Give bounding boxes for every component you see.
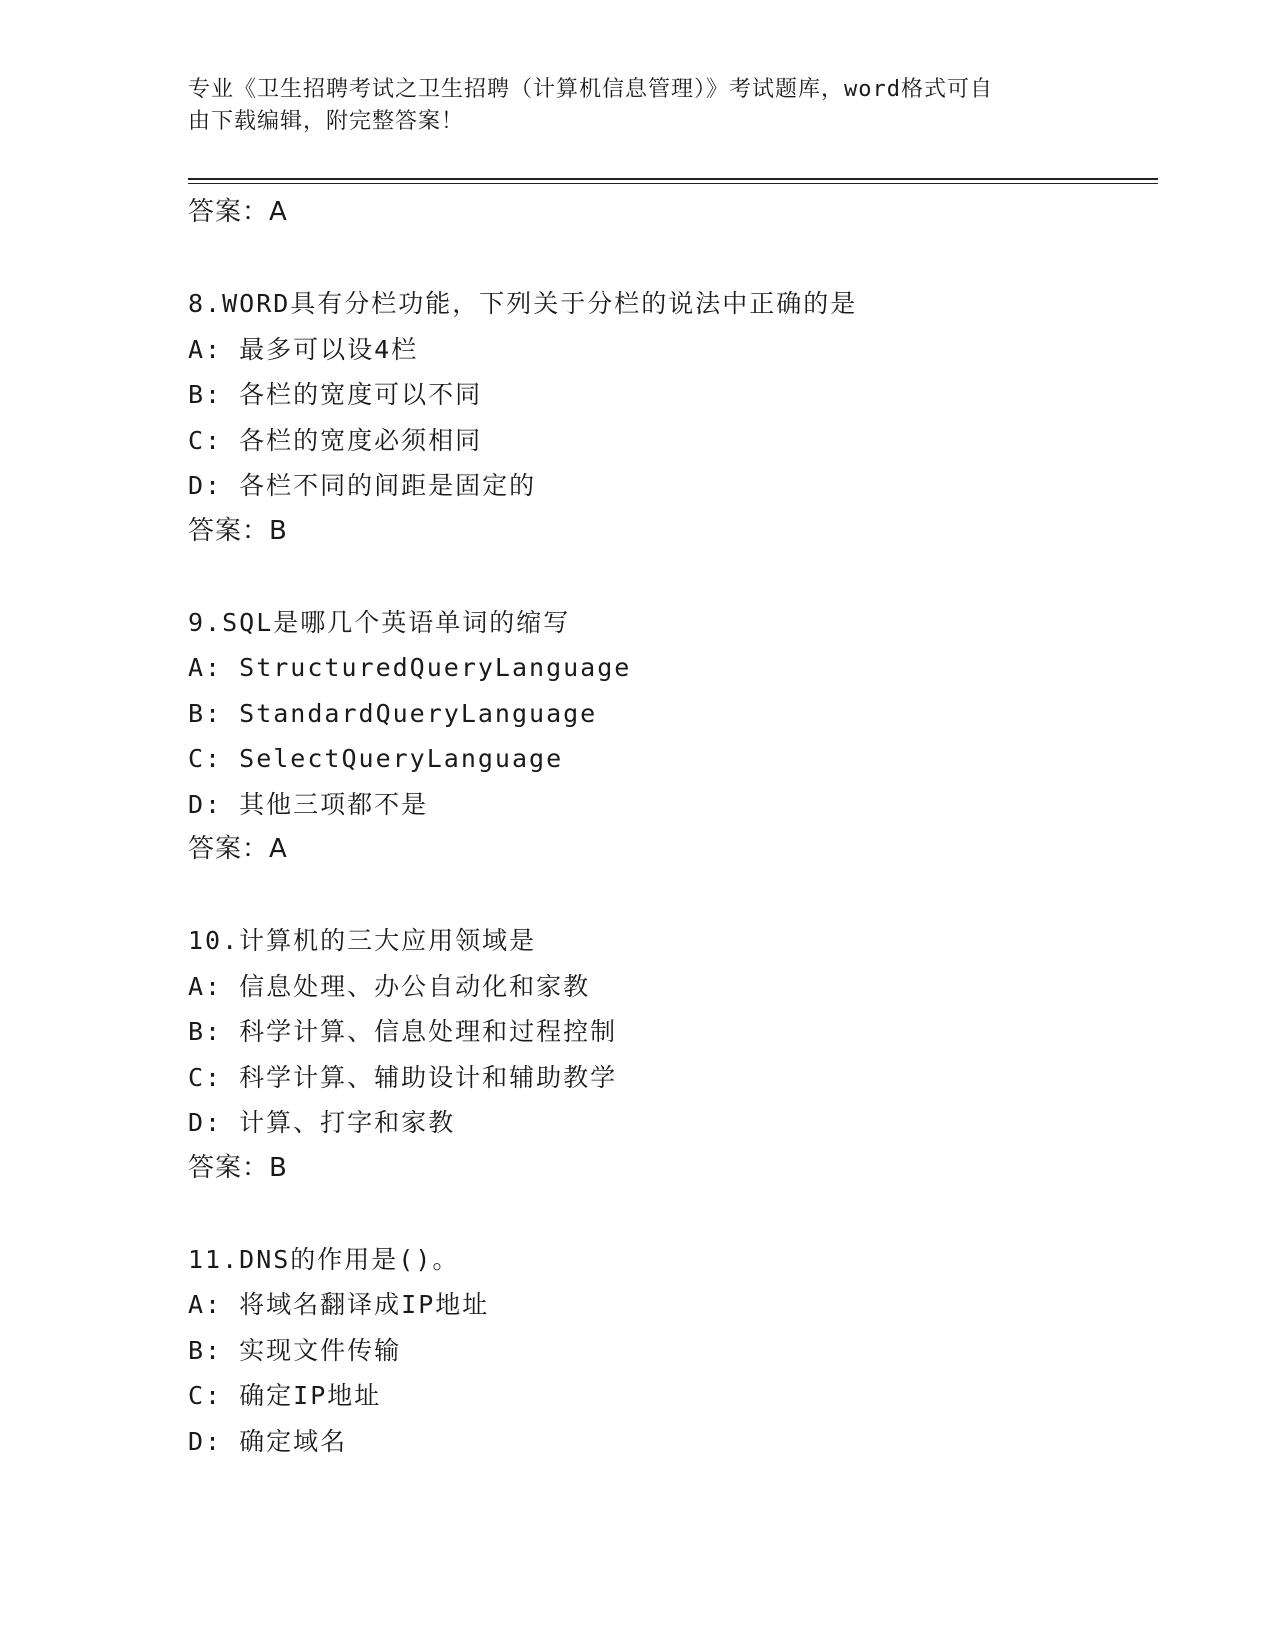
- option-a: A: 将域名翻译成IP地址: [188, 1290, 490, 1319]
- option-b: B: 各栏的宽度可以不同: [188, 380, 483, 409]
- option-a: A: 最多可以设4栏: [188, 334, 419, 364]
- header-line-2: 由下载编辑，附完整答案！: [188, 109, 465, 134]
- document-header: [188, 74, 1088, 138]
- option-a: A: StructuredQueryLanguage: [188, 653, 632, 682]
- option-c: C: 确定IP地址: [188, 1381, 382, 1410]
- header-divider-thin: [188, 183, 1158, 184]
- spacer: [188, 1191, 1148, 1237]
- option-b: B: 科学计算、信息处理和过程控制: [188, 1017, 618, 1046]
- answer-line: 答案：A: [188, 197, 288, 227]
- spacer: [188, 236, 1148, 282]
- option-c: C: SelectQueryLanguage: [188, 744, 564, 773]
- question-stem: 9.SQL是哪几个英语单词的缩写: [188, 607, 571, 637]
- option-c: C: 各栏的宽度必须相同: [188, 425, 483, 455]
- question-block-8: [188, 281, 1148, 554]
- option-a: A: 信息处理、办公自动化和家教: [188, 971, 591, 1001]
- option-d: D: 其他三项都不是: [188, 789, 429, 819]
- question-block-11: [188, 1237, 1148, 1465]
- option-d: D: 各栏不同的间距是固定的: [188, 471, 537, 500]
- answer-line: 答案：B: [188, 1152, 288, 1183]
- question-stem: 11.DNS的作用是()。: [188, 1244, 460, 1274]
- option-b: B: StandardQueryLanguage: [188, 698, 598, 728]
- header-line-1: 专业《卫生招聘考试之卫生招聘（计算机信息管理）》考试题库，word格式可自: [188, 77, 993, 102]
- question-stem: 8.WORD具有分栏功能，下列关于分栏的说法中正确的是: [188, 289, 858, 318]
- question-stem: 10.计算机的三大应用领域是: [188, 926, 537, 955]
- header-divider-thick: [188, 178, 1158, 180]
- question-block-10: [188, 918, 1148, 1191]
- question-block-9: [188, 600, 1148, 873]
- option-c: C: 科学计算、辅助设计和辅助教学: [188, 1062, 618, 1092]
- answer-line: 答案：A: [188, 834, 288, 864]
- spacer: [188, 873, 1148, 919]
- option-b: B: 实现文件传输: [188, 1335, 402, 1365]
- spacer: [188, 554, 1148, 600]
- question-list: [188, 190, 1148, 1464]
- option-d: D: 计算、打字和家教: [188, 1108, 456, 1137]
- answer-line: 答案：B: [188, 515, 288, 546]
- option-d: D: 确定域名: [188, 1426, 348, 1456]
